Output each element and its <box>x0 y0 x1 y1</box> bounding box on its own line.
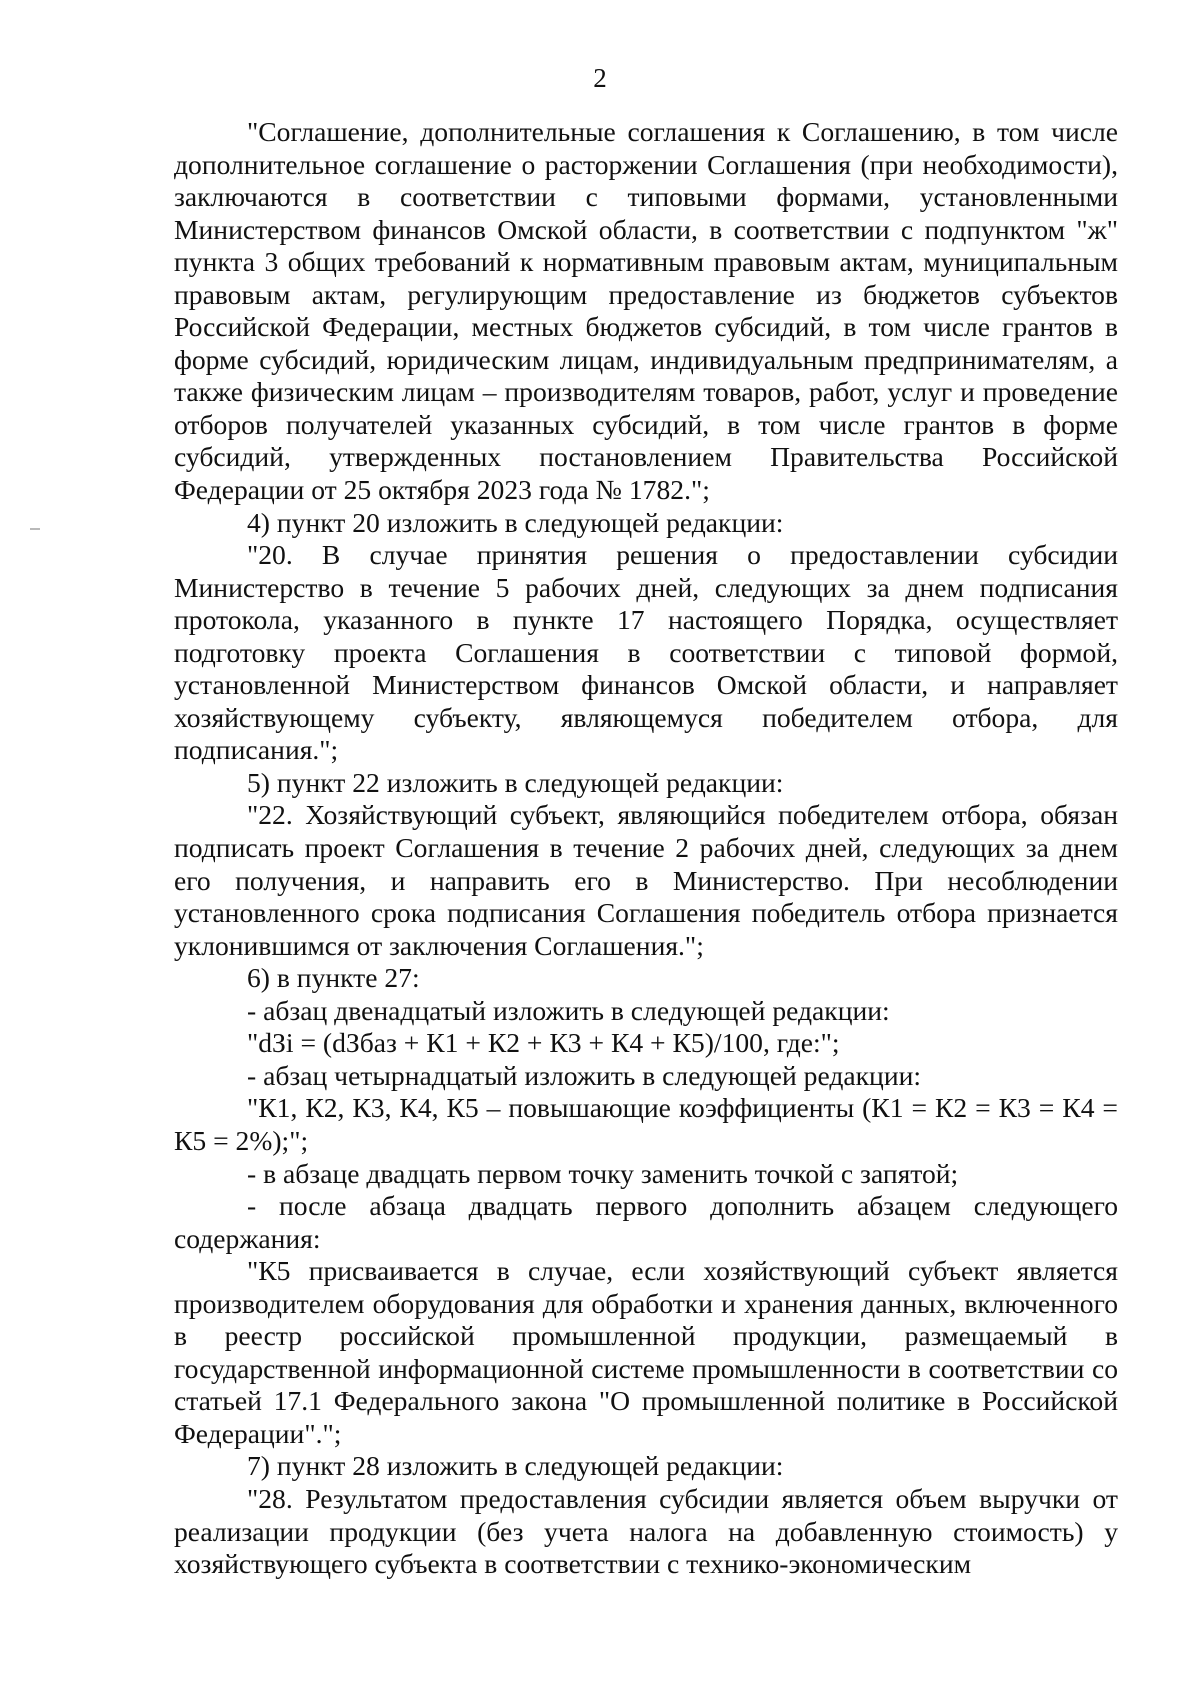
paragraph-k5: "К5 присваивается в случае, если хозяйствующий субъект является производителем оборудования для обработки и хранения данных, включенного в реестр российской промышленной продукции, размещаемый в государственной информационной системе промышленности в соответствии со статьей 17.1 Федерального закона "О промышленной политике в Российской Федерации"."; <box>174 1255 1118 1449</box>
paragraph-formula: "dЗi = (dЗбаз + К1 + К2 + К3 + К4 + К5)/100, где:"; <box>247 1027 840 1059</box>
paragraph-subitem-21: - в абзаце двадцать первом точку заменить точкой с запятой; <box>247 1157 959 1189</box>
paragraph-item-5: 5) пункт 22 изложить в следующей редакции: <box>247 766 784 798</box>
paragraph-agreement-forms: "Соглашение, дополнительные соглашения к Соглашению, в том числе дополнительное соглашение о расторжении Соглашения (при необходимости), заключаются в соответствии с типовыми формами, установленными Министерством финансов Омской области, в соответствии с подпунктом "ж" пункта 3 общих требований к нормативным правовым актам, муниципальным правовым актам, регулирующим предоставление из бюджетов субъектов Российской Федерации, местных бюджетов субсидий, в том числе грантов в форме субсидий, юридическим лицам, индивидуальным предпринимателям, а также физическим лицам – производителям товаров, работ, услуг и проведение отборов получателей указанных субсидий, в том числе грантов в форме субсидий, утвержденных постановлением Правительства Российской Федерации от 25 октября 2023 года № 1782."; <box>174 116 1118 506</box>
paragraph-item-7: 7) пункт 28 изложить в следующей редакции: <box>247 1450 784 1482</box>
paragraph-item-4: 4) пункт 20 изложить в следующей редакции: <box>247 506 784 538</box>
document-body <box>174 116 1118 1581</box>
paragraph-subitem-14: - абзац четырнадцатый изложить в следующей редакции: <box>247 1059 922 1091</box>
paragraph-clause-20: "20. В случае принятия решения о предоставлении субсидии Министерство в течение 5 рабочих дней, следующих за днем подписания протокола, указанного в пункте 17 настоящего Порядка, осуществляет подготовку проекта Соглашения в соответствии с типовой формой, установленной Министерством финансов Омской области, и направляет хозяйствующему субъекту, являющемуся победителем отбора, для подписания."; <box>174 539 1118 766</box>
paragraph-clause-22: "22. Хозяйствующий субъект, являющийся победителем отбора, обязан подписать проект Соглашения в течение 2 рабочих дней, следующих за днем его получения, и направить его в Министерство. При несоблюдении установленного срока подписания Соглашения победитель отбора признается уклонившимся от заключения Соглашения."; <box>174 799 1118 961</box>
paragraph-item-6: 6) в пункте 27: <box>247 962 420 994</box>
paragraph-coefficients: "К1, К2, К3, К4, К5 – повышающие коэффициенты (К1 = К2 = К3 = К4 = К5 = 2%);"; <box>174 1092 1118 1156</box>
paragraph-clause-28: "28. Результатом предоставления субсидии является объем выручки от реализации продукции (без учета налога на добавленную стоимость) у хозяйствующего субъекта в соответствии с технико-экономическим <box>174 1482 1118 1580</box>
scan-artifact <box>30 528 40 530</box>
page-number: 2 <box>593 63 607 93</box>
paragraph-subitem-add: - после абзаца двадцать первого дополнить абзацем следующего содержания: <box>174 1190 1118 1254</box>
paragraph-subitem-12: - абзац двенадцатый изложить в следующей редакции: <box>247 994 890 1026</box>
